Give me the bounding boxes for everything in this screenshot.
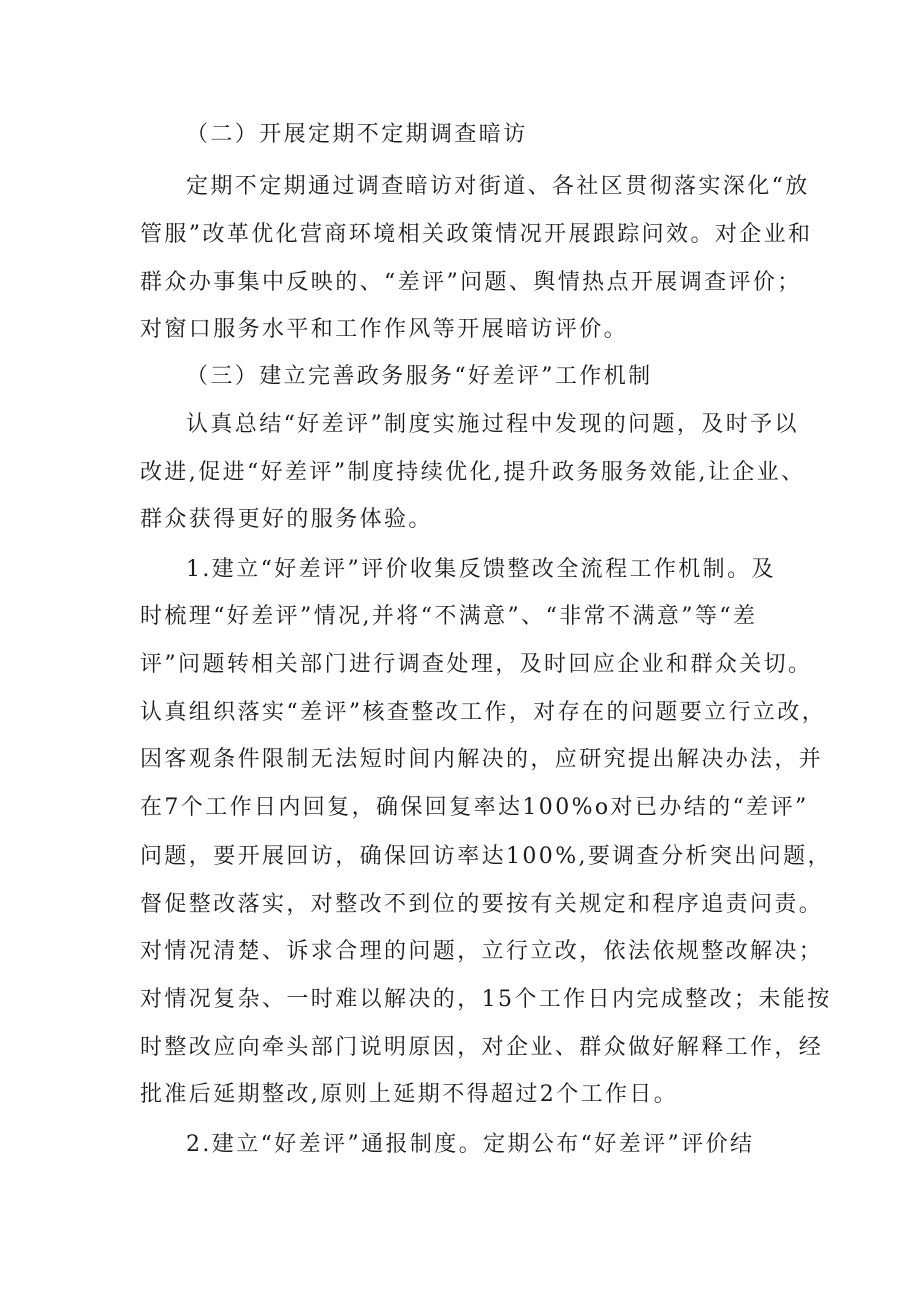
- paragraph-line: 时梳理“好差评”情况,并将“不满意”、“非常不满意”等“差: [140, 604, 758, 629]
- section-heading-3: （三）建立完善政务服务“好差评”工作机制: [186, 364, 653, 389]
- paragraph-line: 因客观条件限制无法短时间内解决的，应研究提出解决办法，并: [140, 747, 824, 772]
- paragraph-line: 改进,促进“好差评”制度持续优化,提升政务服务效能,让企业、: [140, 460, 806, 485]
- paragraph-line: 对情况清楚、诉求合理的问题，立行立改，依法依规整改解决；: [140, 939, 824, 964]
- section-heading-2: （二）开展定期不定期调查暗访: [186, 122, 528, 147]
- paragraph-line: 认真组织落实“差评”核查整改工作，对存在的问题要立行立改，: [140, 700, 827, 725]
- paragraph-line: 对窗口服务水平和工作作风等开展暗访评价。: [140, 317, 629, 342]
- paragraph-line: 评”问题转相关部门进行调查处理，及时回应企业和群众关切。: [140, 652, 813, 677]
- paragraph-line: 问题，要开展回访，确保回访率达100%,要调查分析突出问题，: [140, 844, 832, 869]
- paragraph-line: 1.建立“好差评”评价收集反馈整改全流程工作机制。及: [186, 557, 776, 582]
- paragraph-line: 督促整改落实，对整改不到位的要按有关规定和程序追责问责。: [140, 892, 824, 917]
- paragraph-line: 2.建立“好差评”通报制度。定期公布“好差评”评价结: [186, 1132, 755, 1157]
- paragraph-line: 时整改应向牵头部门说明原因，对企业、群众做好解释工作，经: [140, 1035, 824, 1060]
- paragraph-line: 管服”改革优化营商环境相关政策情况开展跟踪问效。对企业和: [140, 222, 813, 247]
- paragraph-line: 认真总结“好差评”制度实施过程中发现的问题，及时予以: [186, 412, 799, 437]
- paragraph-line: 对情况复杂、一时难以解决的，15个工作日内完成整改；未能按: [140, 987, 832, 1012]
- paragraph-line: 定期不定期通过调查暗访对街道、各社区贯彻落实深化“放: [186, 174, 810, 199]
- paragraph-line: 群众办事集中反映的、“差评”问题、舆情热点开展调查评价；: [140, 270, 802, 295]
- paragraph-line: 群众获得更好的服务体验。: [140, 507, 433, 532]
- paragraph-line: 在7个工作日内回复，确保回复率达100%o对已办结的“差评”: [140, 795, 809, 820]
- paragraph-line: 批准后延期整改,原则上延期不得超过2个工作日。: [140, 1082, 679, 1107]
